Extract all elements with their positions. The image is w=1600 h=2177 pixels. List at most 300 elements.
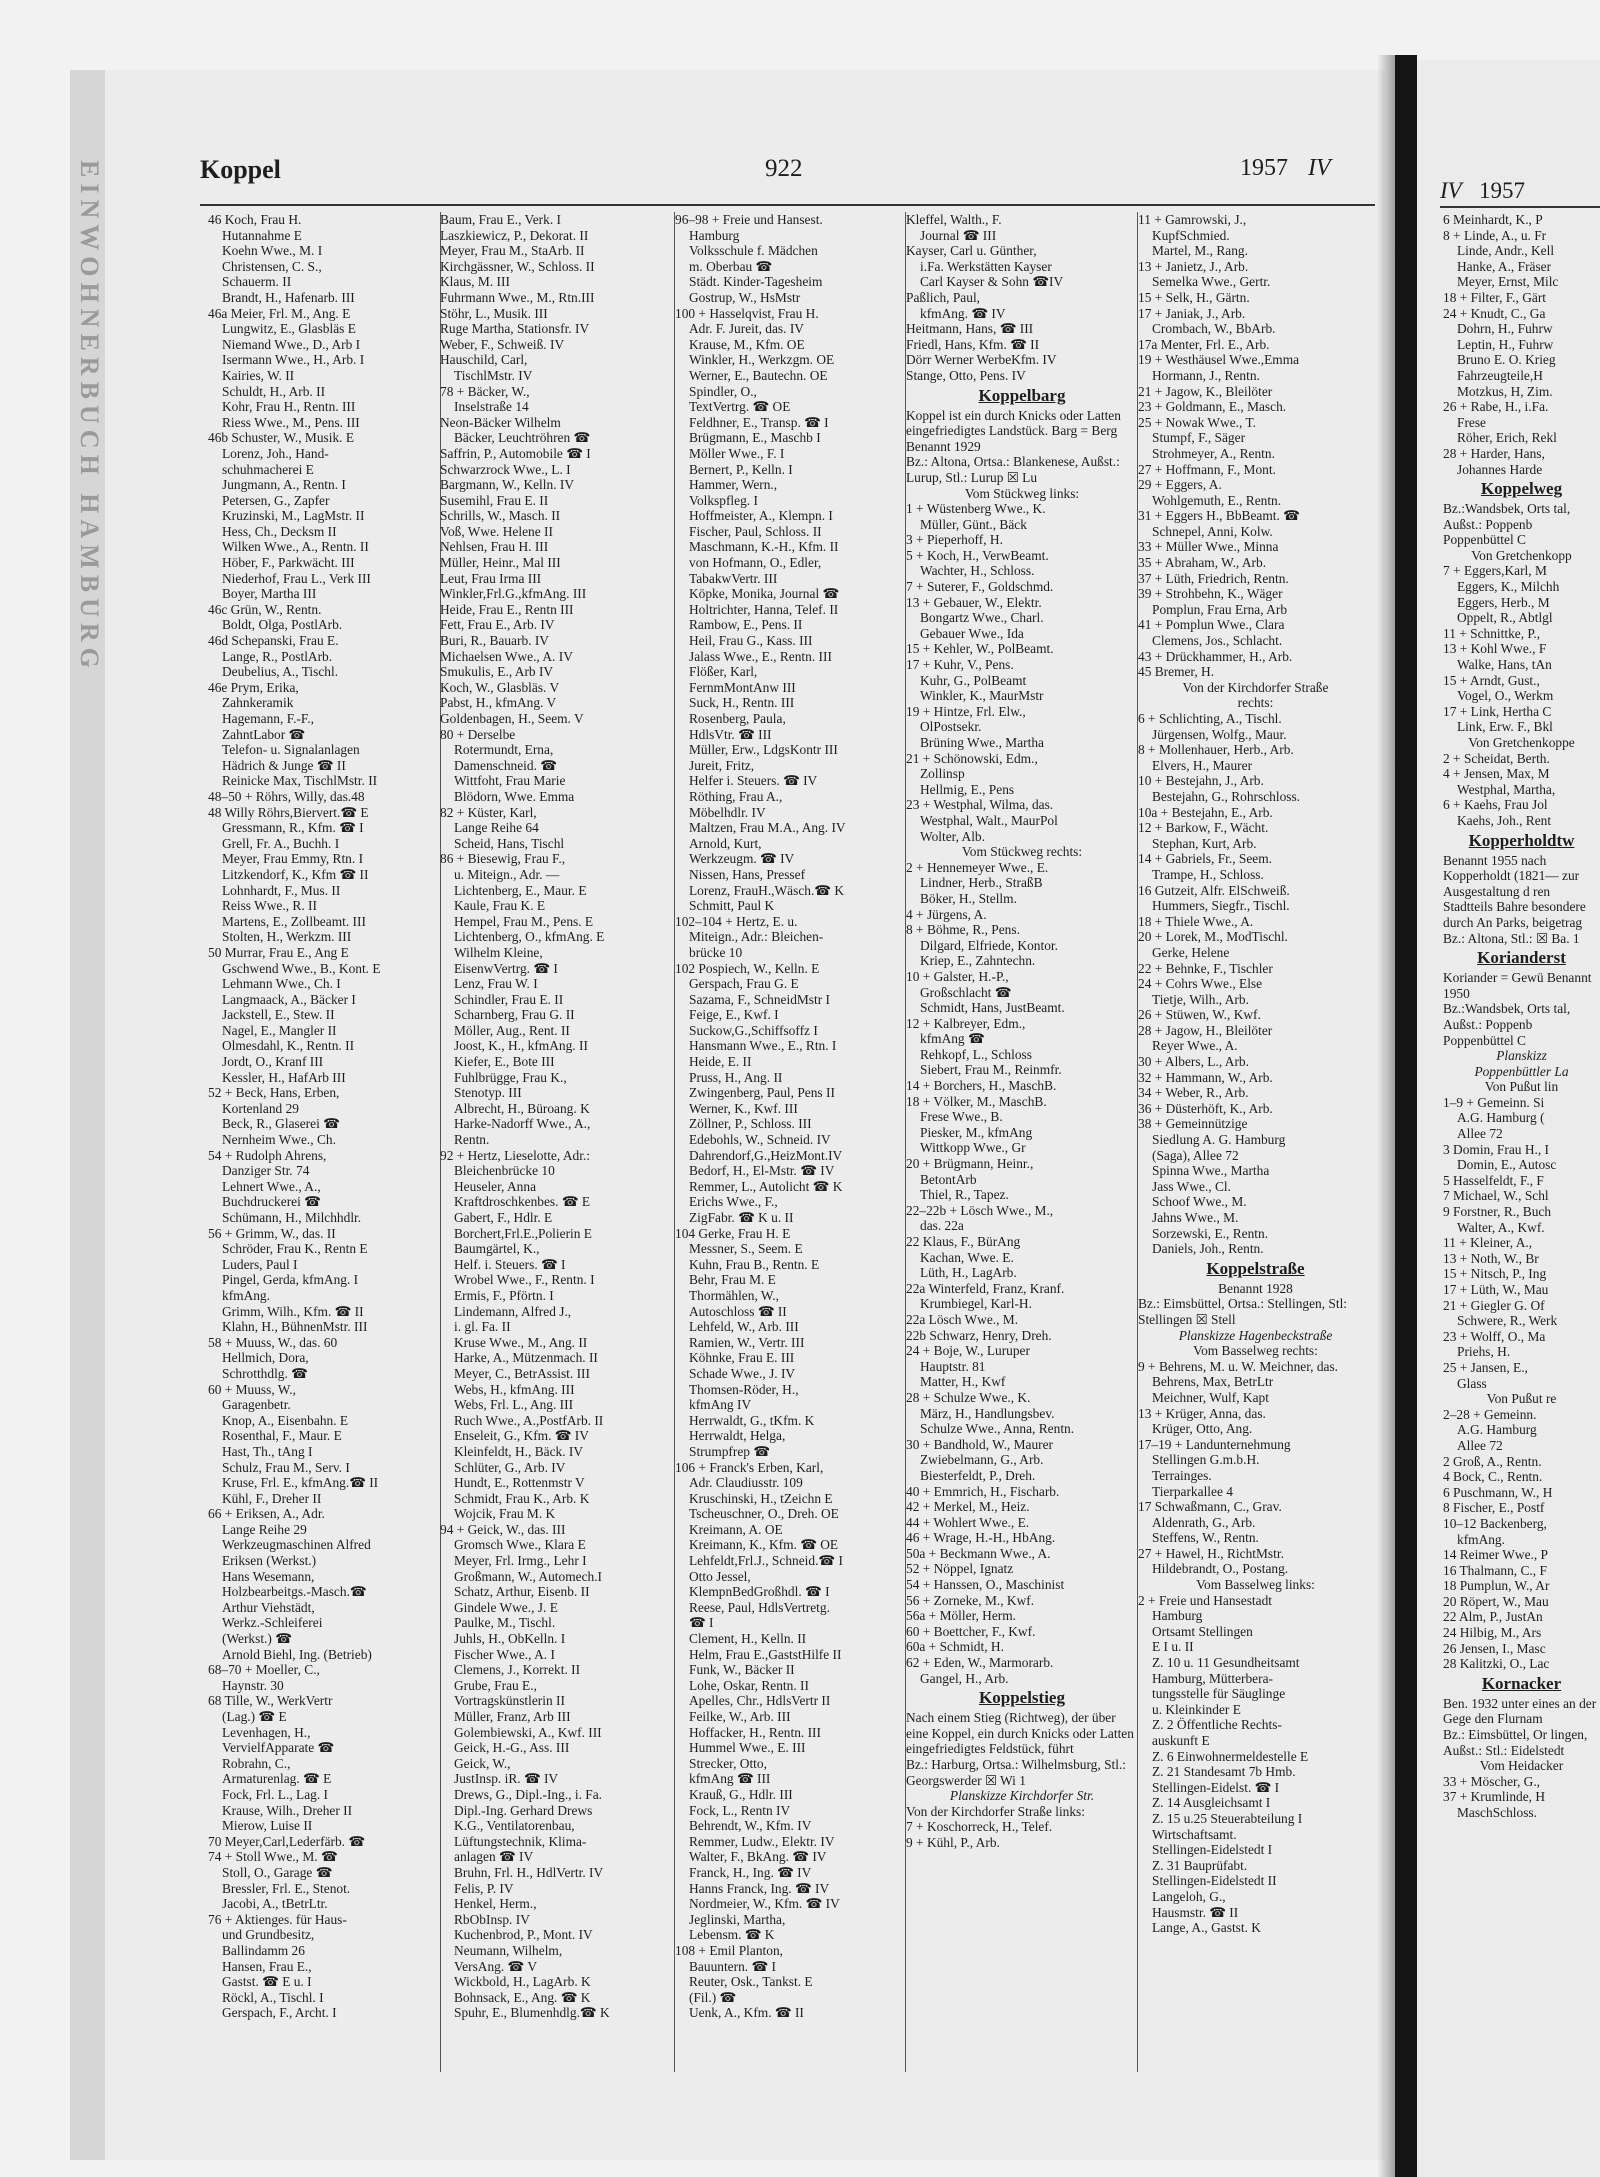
directory-entry: Miteign., Adr.: Bleichen- bbox=[689, 929, 824, 945]
directory-column-3 bbox=[675, 212, 907, 2162]
directory-entry: Lungwitz, E., Glasbläs E bbox=[222, 321, 356, 337]
directory-entry: 96–98 + Freie und Hansest. bbox=[675, 212, 823, 227]
directory-entry: Gabert, F., Hdlr. E bbox=[454, 1210, 553, 1225]
directory-entry: 8 + Linde, A., u. Fr bbox=[1443, 227, 1547, 243]
directory-entry: 18 + Thiele Wwe., A. bbox=[1138, 913, 1254, 929]
street-section-heading: Koppelweg bbox=[1480, 479, 1563, 499]
directory-entry: 8 + Böhme, R., Pens. bbox=[906, 922, 1020, 938]
directory-entry: Borchert,Frl.E.,Polierin E bbox=[454, 1225, 592, 1241]
directory-entry: Lehfeldt,Frl.J., Schneid.☎ I bbox=[689, 1553, 843, 1569]
directory-entry: Frese bbox=[1457, 414, 1487, 430]
directory-entry: m. Oberbau ☎ bbox=[689, 258, 773, 274]
directory-entry: Matter, H., Kwf bbox=[920, 1374, 1006, 1390]
directory-entry: Goldenbagen, H., Seem. V bbox=[440, 711, 584, 726]
directory-entry: Lindner, Herb., StraßB bbox=[920, 875, 1043, 891]
directory-entry: 11 + Schnittke, P., bbox=[1443, 625, 1541, 641]
directory-entry: Heil, Frau G., Kass. III bbox=[689, 633, 813, 649]
directory-entry: Schnepel, Anni, Kolw. bbox=[1152, 523, 1273, 539]
directory-entry: 50 Murrar, Frau E., Ang E bbox=[208, 944, 349, 960]
directory-entry: ☎ I bbox=[689, 1615, 714, 1631]
directory-entry: Hansmann Wwe., E., Rtn. I bbox=[689, 1038, 837, 1054]
directory-entry: 52 + Nöppel, Ignatz bbox=[906, 1561, 1014, 1577]
directory-entry: 13 + Gebauer, W., Elektr. bbox=[906, 594, 1042, 610]
directory-entry: Fock, Frl. L., Lag. I bbox=[222, 1786, 328, 1802]
directory-entry: 56 + Zorneke, M., Kwf. bbox=[906, 1592, 1035, 1608]
directory-entry: Lange, R., PostlArb. bbox=[222, 648, 333, 664]
directory-entry: 3 Domin, Frau H., I bbox=[1443, 1141, 1550, 1157]
directory-entry: 24 + Knudt, C., Ga bbox=[1443, 305, 1546, 321]
directory-entry: Bäcker, Leuchtröhren ☎ bbox=[454, 430, 591, 446]
directory-entry: 4 + Jensen, Max, M bbox=[1443, 766, 1550, 782]
street-description: Nach einem Stieg (Richtweg), der über eine Koppel, ein durch Knicks oder Latten eingefriedigtes Feldstück, führt bbox=[906, 1710, 1134, 1757]
directory-entry: Arnold, Kurt, bbox=[689, 835, 762, 851]
directory-entry: Hempel, Frau M., Pens. E bbox=[454, 913, 594, 929]
directory-entry: Niederhof, Frau L., Verk III bbox=[222, 570, 371, 586]
directory-entry: Müller, Erw., LdgsKontr III bbox=[689, 742, 838, 758]
directory-entry: 6 + Kaehs, Frau Jol bbox=[1443, 797, 1548, 813]
directory-entry: 8 + Mollenhauer, Herb., Arb. bbox=[1138, 742, 1294, 758]
directory-entry: Maschmann, K.-H., Kfm. II bbox=[689, 539, 839, 555]
directory-entry: Schrotthdlg. ☎ bbox=[222, 1365, 308, 1381]
directory-entry: Wojcik, Frau M. K bbox=[454, 1506, 556, 1522]
directory-entry: 54 + Rudolph Ahrens, bbox=[208, 1147, 327, 1163]
directory-entry: Stellingen G.m.b.H. bbox=[1152, 1452, 1260, 1468]
directory-entry: 12 + Kalbreyer, Edm., bbox=[906, 1015, 1026, 1031]
directory-entry: Eggers, Herb., M bbox=[1457, 594, 1550, 610]
directory-entry: Z. 6 Einwohnermeldestelle E bbox=[1152, 1748, 1309, 1764]
directory-entry: 10a + Bestejahn, E., Arb. bbox=[1138, 804, 1273, 820]
directory-entry: Sorzewski, E., Rentn. bbox=[1152, 1225, 1269, 1241]
directory-entry: Schwere, R., Werk bbox=[1457, 1313, 1558, 1329]
directory-entry: Suckow,G.,Schiffsoffz I bbox=[689, 1022, 818, 1038]
directory-entry: 106 + Franck's Erben, Karl, bbox=[675, 1459, 824, 1475]
directory-entry: Gromsch Wwe., Klara E bbox=[454, 1537, 586, 1553]
directory-entry: Werkzeugm. ☎ IV bbox=[689, 851, 795, 867]
directory-entry: Frese Wwe., B. bbox=[920, 1109, 1003, 1125]
directory-entry: 39 + Strohbehn, K., Wäger bbox=[1138, 586, 1283, 602]
directory-entry: Arthur Viehstädt, bbox=[222, 1599, 315, 1615]
directory-entry: Schröder, Frau K., Rentn E bbox=[222, 1241, 368, 1257]
directory-entry: 60a + Schmidt, H. bbox=[906, 1639, 1004, 1655]
directory-entry: 102–104 + Hertz, E. u. bbox=[675, 913, 798, 929]
directory-entry: KlempnBedGroßhdl. ☎ I bbox=[689, 1584, 830, 1600]
directory-entry: Langeloh, G., bbox=[1152, 1888, 1226, 1904]
directory-entry: 58 + Muuss, W., das. 60 bbox=[208, 1334, 338, 1350]
directory-entry: Vogel, O., Werkm bbox=[1457, 688, 1554, 704]
directory-entry: 15 + Kehler, W., PolBeamt. bbox=[906, 641, 1054, 657]
right-year-label: 1957 bbox=[1478, 178, 1525, 203]
directory-entry: kfmAng. ☎ IV bbox=[920, 305, 1006, 321]
directory-entry: Lehfeld, W., Arb. III bbox=[689, 1319, 799, 1335]
directory-entry: 11 + Gamrowski, J., bbox=[1138, 212, 1247, 227]
directory-entry: Behr, Frau M. E bbox=[689, 1272, 776, 1288]
directory-entry: kfmAng ☎ III bbox=[689, 1771, 771, 1787]
directory-entry: 5 + Koch, H., VerwBeamt. bbox=[906, 547, 1049, 563]
directory-entry: Bruhn, Frl. H., HdlVertr. IV bbox=[454, 1864, 604, 1880]
directory-entry: Schmitt, Paul K bbox=[689, 898, 775, 914]
directory-entry: Lorenz, Joh., Hand- bbox=[222, 445, 329, 461]
directory-entry: Möller, Aug., Rent. II bbox=[454, 1022, 570, 1038]
directory-entry: Motzkus, H, Zim. bbox=[1457, 383, 1553, 399]
directory-entry: tungsstelle für Säuglinge bbox=[1152, 1686, 1286, 1702]
directory-entry: 23 + Westphal, Wilma, das. bbox=[906, 797, 1054, 813]
directory-entry: Kirchgässner, W., Schloss. II bbox=[440, 258, 595, 274]
directory-entry: Hildebrandt, O., Postang. bbox=[1152, 1561, 1289, 1577]
directory-entry: 23 + Goldmann, E., Masch. bbox=[1138, 399, 1287, 415]
directory-entry: Volksschule f. Mädchen bbox=[689, 243, 818, 259]
directory-entry: 7 + Eggers,Karl, M bbox=[1443, 563, 1547, 579]
directory-entry: 2 + Scheidat, Berth. bbox=[1443, 750, 1550, 766]
directory-entry: VersAng. ☎ V bbox=[454, 1958, 538, 1974]
directory-entry: Jureit, Fritz, bbox=[689, 757, 755, 773]
directory-entry: ZahntLabor ☎ bbox=[222, 726, 306, 742]
directory-entry: Kreimann, A. OE bbox=[689, 1521, 783, 1537]
directory-entry: 22 Klaus, F., BürAng bbox=[906, 1234, 1021, 1249]
volume-label: IV bbox=[1308, 155, 1331, 181]
directory-entry: Großmann, W., Automech.I bbox=[454, 1568, 603, 1584]
directory-entry: Allee 72 bbox=[1457, 1437, 1503, 1453]
directory-entry: Gostrup, W., HsMstr bbox=[689, 289, 801, 305]
directory-entry: EisenwVertrg. ☎ I bbox=[454, 960, 558, 976]
directory-entry: Bargmann, W., Kelln. IV bbox=[440, 477, 575, 493]
directory-entry: Daniels, Joh., Rentn. bbox=[1152, 1241, 1264, 1257]
directory-entry: 25 + Nowak Wwe., T. bbox=[1138, 414, 1257, 430]
directory-entry: Reyer Wwe., A. bbox=[1152, 1038, 1238, 1054]
directory-entry: Oppelt, R., Abtlgl bbox=[1457, 610, 1553, 626]
directory-entry: Kohr, Frau H., Rentn. III bbox=[222, 399, 356, 415]
directory-entry: Franck, H., Ing. ☎ IV bbox=[689, 1864, 812, 1880]
side-caption: Von Pußut re bbox=[1486, 1391, 1557, 1407]
directory-entry: Lindemann, Alfred J., bbox=[454, 1303, 572, 1319]
directory-entry: Remmer, Ludw., Elektr. IV bbox=[689, 1833, 835, 1849]
directory-entry: Kiefer, E., Bote III bbox=[454, 1054, 555, 1070]
directory-entry: Winkler, K., MaurMstr bbox=[920, 688, 1044, 704]
directory-entry: 24 + Boje, W., Luruper bbox=[906, 1343, 1030, 1359]
directory-entry: Hanns Franck, Ing. ☎ IV bbox=[689, 1880, 830, 1896]
directory-entry: Jürgensen, Wolfg., Maur. bbox=[1152, 726, 1287, 742]
directory-entry: Otto Jessel, bbox=[689, 1568, 751, 1584]
directory-entry: Gerspach, F., Archt. I bbox=[222, 2005, 337, 2021]
directory-entry: Lehnert Wwe., A., bbox=[222, 1178, 321, 1194]
directory-entry: Werner, K., Kwf. III bbox=[689, 1100, 798, 1116]
street-section-heading: Koppelstieg bbox=[979, 1688, 1065, 1708]
directory-entry: Messner, S., Seem. E bbox=[689, 1241, 803, 1257]
directory-entry: Z. 14 Ausgleichsamt I bbox=[1152, 1795, 1271, 1811]
directory-entry: (Lag.) ☎ E bbox=[222, 1709, 287, 1724]
directory-entry: Elvers, H., Maurer bbox=[1152, 757, 1253, 773]
directory-entry: Harke-Nadorff Wwe., A., bbox=[454, 1116, 591, 1132]
directory-entry: 1–9 + Gemeinn. Si bbox=[1443, 1094, 1545, 1110]
directory-entry: 1 + Wüstenberg Wwe., K. bbox=[906, 501, 1046, 517]
directory-entry: Lehmann Wwe., Ch. I bbox=[222, 976, 341, 992]
directory-entry: Helm, Frau E.,GaststHilfe II bbox=[689, 1646, 842, 1662]
directory-entry: 70 Meyer,Carl,Lederfärb. ☎ bbox=[208, 1833, 366, 1849]
directory-entry: Journal ☎ III bbox=[920, 227, 997, 243]
directory-entry: Krüger, Otto, Ang. bbox=[1152, 1421, 1253, 1437]
directory-entry: 35 + Abraham, W., Arb. bbox=[1138, 555, 1267, 571]
directory-entry: Koehn Wwe., M. I bbox=[222, 243, 323, 259]
directory-entry: Stöhr, L., Musik. III bbox=[440, 305, 548, 321]
directory-entry: Heitmann, Hans, ☎ III bbox=[906, 321, 1034, 337]
directory-entry: 18 + Völker, M., MaschB. bbox=[906, 1093, 1047, 1109]
directory-entry: 10 + Bestejahn, J., Arb. bbox=[1138, 773, 1264, 789]
directory-entry: Fischer, Paul, Schloss. II bbox=[689, 523, 822, 539]
directory-entry: 18 Pumplun, W., Ar bbox=[1443, 1578, 1550, 1594]
directory-entry: Schauerm. II bbox=[222, 274, 292, 290]
directory-entry: Eggers, K., Milchh bbox=[1457, 579, 1560, 595]
directory-entry: Meyer, Frau Emmy, Rtn. I bbox=[222, 851, 364, 867]
street-description: Bz.:Wandsbek, Orts tal, Außst.: Poppenb Poppenbüttel C bbox=[1443, 501, 1571, 548]
directory-entry: Schlüter, G., Arb. IV bbox=[454, 1459, 566, 1475]
directory-entry: Jacobi, A., tBetrLtr. bbox=[222, 1896, 328, 1912]
directory-entry: Clement, H., Kelln. II bbox=[689, 1631, 807, 1647]
directory-entry: Lenz, Frau W. I bbox=[454, 976, 538, 992]
directory-entry: Buchdruckerei ☎ bbox=[222, 1194, 321, 1210]
directory-entry: Maltzen, Frau M.A., Ang. IV bbox=[689, 820, 846, 836]
directory-entry: 86 + Biesewig, Frau F., bbox=[440, 851, 566, 867]
directory-entry: Strecker, Otto, bbox=[689, 1755, 767, 1771]
directory-entry: Pomplun, Frau Erna, Arb bbox=[1152, 601, 1288, 617]
directory-entry: Erichs Wwe., F., bbox=[689, 1194, 778, 1210]
directory-entry: Feige, E., Kwf. I bbox=[689, 1007, 779, 1023]
directory-entry: 44 + Wohlert Wwe., E. bbox=[906, 1514, 1030, 1530]
directory-entry: Helfer i. Steuers. ☎ IV bbox=[689, 773, 818, 789]
directory-entry: Joost, K., H., kfmAng. II bbox=[454, 1038, 588, 1054]
directory-entry: Enseleit, G., Kfm. ☎ IV bbox=[454, 1428, 589, 1444]
directory-entry: Baumgärtel, K., bbox=[454, 1241, 540, 1257]
directory-entry: Krumbiegel, Karl-H. bbox=[920, 1296, 1032, 1312]
directory-entry: 24 + Cohrs Wwe., Else bbox=[1138, 976, 1263, 992]
directory-entry: 46e Prym, Erika, bbox=[208, 679, 299, 695]
directory-entry: 48 Willy Röhrs,Biervert.☎ E bbox=[208, 804, 369, 820]
directory-entry: Leptin, H., Fuhrw bbox=[1457, 336, 1554, 352]
plan-sketch-note: Planskizze Hagenbeckstraße bbox=[1178, 1327, 1333, 1343]
directory-entry: 17 + Lüth, W., Mau bbox=[1443, 1282, 1549, 1297]
directory-entry: Großschlacht ☎ bbox=[920, 984, 1012, 1000]
directory-entry: Fuhrmann Wwe., M., Rtn.III bbox=[440, 289, 595, 305]
directory-entry: Schulz, Frau M., Serv. I bbox=[222, 1459, 350, 1475]
directory-entry: Harke, A., Mützenmach. II bbox=[454, 1350, 598, 1366]
directory-entry: Schrills, W., Masch. II bbox=[440, 508, 561, 524]
directory-entry: Hoffacker, H., Rentn. III bbox=[689, 1724, 821, 1740]
directory-entry: Hellmich, Dora, bbox=[222, 1350, 309, 1366]
directory-entry: Geick, H.-G., Ass. III bbox=[454, 1740, 570, 1756]
directory-entry: Meyer, Frau M., StaArb. II bbox=[440, 243, 585, 259]
directory-entry: Webs, Frl. L., Ang. III bbox=[454, 1397, 574, 1413]
directory-entry: Spinna Wwe., Martha bbox=[1152, 1163, 1270, 1179]
directory-entry: Hausmstr. ☎ II bbox=[1152, 1904, 1239, 1920]
directory-entry: 78 + Bäcker, W., bbox=[440, 383, 530, 399]
directory-entry: Neumann, Wilhelm, bbox=[454, 1942, 563, 1958]
directory-entry: Leut, Frau Irma III bbox=[440, 570, 542, 586]
directory-entry: Krauß, G., Hdlr. III bbox=[689, 1786, 793, 1802]
directory-entry: Kriep, E., Zahntechn. bbox=[920, 953, 1036, 969]
directory-entry: Walke, Hans, tAn bbox=[1457, 657, 1552, 673]
directory-entry: Hess, Ch., Decksm II bbox=[222, 523, 337, 539]
directory-entry: Ballindamm 26 bbox=[222, 1942, 305, 1958]
directory-entry: (Werkst.) ☎ bbox=[222, 1631, 292, 1647]
directory-entry: kfmAng. bbox=[1457, 1531, 1505, 1547]
directory-entry: Juhls, H., ObKelln. I bbox=[454, 1631, 566, 1647]
directory-entry: Susemihl, Frau E. II bbox=[440, 492, 549, 508]
directory-entry: 6 Puschmann, W., H bbox=[1443, 1484, 1553, 1500]
directory-entry: Arnold Biehl, Ing. (Betrieb) bbox=[222, 1646, 372, 1662]
directory-entry: Lange, A., Gastst. K bbox=[1152, 1920, 1261, 1936]
directory-entry: Kessler, H., HafArb III bbox=[222, 1069, 346, 1085]
directory-entry: Inselstraße 14 bbox=[454, 399, 529, 415]
directory-entry: 7 + Suterer, F., Goldschmd. bbox=[906, 579, 1054, 595]
directory-entry: Schoof Wwe., M. bbox=[1152, 1194, 1247, 1210]
directory-entry: K.G., Ventilatorenbau, bbox=[454, 1818, 575, 1834]
directory-entry: Paulke, M., Tischl. bbox=[454, 1615, 556, 1631]
directory-entry: Tierparkallee 4 bbox=[1152, 1483, 1233, 1499]
directory-entry: Zahnkeramik bbox=[222, 695, 294, 711]
directory-entry: Robrahn, C., bbox=[222, 1755, 291, 1771]
directory-entry: ZigFabr. ☎ K u. II bbox=[689, 1210, 794, 1225]
directory-entry: Isermann Wwe., H., Arb. I bbox=[222, 352, 365, 368]
directory-entry: 74 + Stoll Wwe., M. ☎ bbox=[208, 1849, 338, 1865]
directory-entry: Scheid, Hans, Tischl bbox=[454, 835, 565, 851]
left-margin-strip bbox=[70, 70, 105, 2160]
directory-entry: Behrendt, W., Kfm. IV bbox=[689, 1818, 812, 1834]
directory-entry: 31 + Eggers H., BbBeamt. ☎ bbox=[1138, 508, 1300, 524]
directory-entry: Spuhr, E., Blumenhdlg.☎ K bbox=[454, 2005, 610, 2021]
directory-entry: Link, Erw. F., Bkl bbox=[1457, 719, 1553, 735]
street-heading: Koppel bbox=[200, 155, 281, 184]
directory-entry: 60 + Muuss, W., bbox=[208, 1381, 296, 1397]
directory-entry: Heuseler, Anna bbox=[454, 1178, 537, 1194]
directory-entry: Möbelhdlr. IV bbox=[689, 804, 766, 820]
directory-entry: 22 Alm, P., JustAn bbox=[1443, 1609, 1543, 1625]
directory-entry: (Saga), Allee 72 bbox=[1152, 1147, 1239, 1163]
directory-entry: Thormählen, W., bbox=[689, 1287, 779, 1303]
directory-entry: 46 + Wrage, H.-H., HbAng. bbox=[906, 1530, 1056, 1546]
directory-entry: Mierow, Luise II bbox=[222, 1818, 313, 1834]
directory-entry: Suck, H., Rentn. III bbox=[689, 695, 795, 711]
directory-entry: Trampe, H., Schloss. bbox=[1152, 866, 1264, 882]
directory-entry: Wrobel Wwe., F., Rentn. I bbox=[454, 1272, 595, 1288]
directory-entry: Schulze Wwe., Anna, Rentn. bbox=[920, 1421, 1075, 1437]
directory-entry: Kleinfeldt, H., Bäck. IV bbox=[454, 1443, 584, 1459]
directory-entry: Albrecht, H., Büroang. K bbox=[454, 1100, 590, 1116]
directory-entry: Olmesdahl, K., Rentn. II bbox=[222, 1038, 355, 1054]
directory-entry: Dipl.-Ing. Gerhard Drews bbox=[454, 1802, 593, 1818]
directory-entry: Strumpfrep ☎ bbox=[689, 1443, 771, 1459]
directory-entry: Dörr Werner WerbeKfm. IV bbox=[906, 352, 1057, 368]
directory-entry: 26 Jensen, I., Masc bbox=[1443, 1640, 1546, 1656]
directory-entry: Wilhelm Kleine, bbox=[454, 944, 543, 960]
directory-entry: Klahn, H., BühnenMstr. III bbox=[222, 1319, 368, 1335]
directory-entry: Allee 72 bbox=[1457, 1126, 1503, 1142]
directory-entry: Winkler,Frl.G.,kfmAng. III bbox=[440, 586, 587, 602]
directory-entry: Glass bbox=[1457, 1375, 1487, 1391]
directory-entry: 7 + Koschorreck, H., Telef. bbox=[906, 1819, 1053, 1835]
directory-entry: 16 Gutzeit, Alfr. ElSchweiß. bbox=[1138, 882, 1290, 898]
directory-entry: HdlsVtr. ☎ III bbox=[689, 726, 772, 742]
directory-entry: Wittfoht, Frau Marie bbox=[454, 773, 566, 789]
directory-entry: Thomsen-Röder, H., bbox=[689, 1381, 799, 1397]
directory-entry: Boyer, Martha III bbox=[222, 586, 317, 602]
directory-entry: 34 + Weber, R., Arb. bbox=[1138, 1085, 1249, 1101]
directory-entry: Grell, Fr. A., Buchh. I bbox=[222, 835, 340, 851]
directory-entry: 9 Forstner, R., Buch bbox=[1443, 1204, 1552, 1220]
directory-entry: 82 + Küster, Karl, bbox=[440, 804, 537, 820]
directory-entry: 33 + Möscher, G., bbox=[1443, 1773, 1541, 1789]
directory-entry: Autoschloss ☎ II bbox=[689, 1303, 787, 1319]
directory-entry: Lohe, Oskar, Rentn. II bbox=[689, 1677, 809, 1693]
side-caption: Vom Heidacker bbox=[1479, 1758, 1564, 1774]
street-section-heading: Kornacker bbox=[1481, 1673, 1562, 1693]
directory-entry: 17 Schwaßmann, C., Grav. bbox=[1138, 1499, 1282, 1515]
directory-entry: Köhnke, Frau E. III bbox=[689, 1350, 795, 1366]
directory-entry: 29 + Eggers, A. bbox=[1138, 477, 1222, 493]
directory-entry: (Fil.) ☎ bbox=[689, 1989, 737, 2005]
directory-entry: Hamburg bbox=[1152, 1608, 1203, 1624]
directory-entry: Strohmeyer, A., Rentn. bbox=[1152, 445, 1275, 461]
directory-entry: Bruno E. O. Krieg bbox=[1457, 352, 1556, 368]
directory-entry: Gebauer Wwe., Ida bbox=[920, 625, 1024, 641]
directory-entry: Reuter, Osk., Tankst. E bbox=[689, 1974, 813, 1990]
directory-entry: Zollinsp bbox=[920, 766, 965, 782]
directory-entry: Scharnberg, Frau G. II bbox=[454, 1007, 575, 1023]
directory-entry: Pingel, Gerda, kfmAng. I bbox=[222, 1272, 359, 1288]
directory-entry: Gschwend Wwe., B., Kont. E bbox=[222, 960, 381, 976]
directory-entry: 76 + Aktienges. für Haus- bbox=[208, 1911, 347, 1927]
directory-entry: Holzbearbeitgs.-Masch.☎ bbox=[222, 1584, 367, 1600]
directory-entry: Hamburg, Mütterbera- bbox=[1152, 1670, 1273, 1686]
directory-entry: 28 Kalitzki, O., Lac bbox=[1443, 1656, 1550, 1672]
directory-entry: 18 + Filter, F., Gärt bbox=[1443, 289, 1547, 305]
page-number: 922 bbox=[765, 155, 803, 182]
directory-entry: TextVertrg. ☎ OE bbox=[689, 399, 791, 415]
directory-entry: 3 + Pieperhoff, H. bbox=[906, 532, 1003, 548]
directory-entry: Stellingen-Eidelstedt II bbox=[1152, 1873, 1277, 1889]
directory-entry: Smukulis, E., Arb IV bbox=[440, 664, 554, 680]
directory-entry: Köpke, Monika, Journal ☎ bbox=[689, 586, 840, 602]
directory-entry: Funk, W., Bäcker II bbox=[689, 1662, 795, 1678]
directory-entry: Z. 21 Standesamt 7b Hmb. bbox=[1152, 1764, 1296, 1780]
directory-entry: Meyer, Frl. Irmg., Lehr I bbox=[454, 1553, 587, 1569]
street-description: Bz.: Altona, Stl.: ☒ Ba. 1 bbox=[1443, 930, 1580, 946]
directory-entry: Westphal, Walt., MaurPol bbox=[920, 812, 1058, 828]
directory-entry: Hoffmeister, A., Klempn. I bbox=[689, 508, 833, 524]
directory-entry: Gressmann, R., Kfm. ☎ I bbox=[222, 820, 364, 836]
directory-entry: 17 + Janiak, J., Arb. bbox=[1138, 305, 1246, 321]
directory-column-right-page bbox=[1443, 212, 1600, 2162]
directory-entry: 13 + Kohl Wwe., F bbox=[1443, 641, 1547, 657]
directory-entry: Beck, R., Glaserei ☎ bbox=[222, 1116, 340, 1132]
directory-entry: Piesker, M., kfmAng bbox=[920, 1124, 1033, 1140]
margin-vertical-text: EINWOHNERBUCH HAMBURG bbox=[75, 160, 104, 674]
directory-entry: 28 + Harder, Hans, bbox=[1443, 445, 1545, 461]
directory-entry: RbObInsp. IV bbox=[454, 1911, 530, 1927]
directory-entry: Walter, F., BkAng. ☎ IV bbox=[689, 1849, 827, 1865]
directory-entry: Sazama, F., SchneidMstr I bbox=[689, 991, 830, 1007]
directory-entry: Rehkopf, L., Schloss bbox=[920, 1046, 1032, 1062]
directory-entry: Fuhlbrügge, Frau K., bbox=[454, 1069, 567, 1085]
directory-entry: 102 Pospiech, W., Kelln. E bbox=[675, 960, 820, 976]
directory-entry: auskunft E bbox=[1152, 1733, 1210, 1748]
side-caption: Von Gretchenkopp bbox=[1471, 547, 1572, 563]
directory-entry: Nernheim Wwe., Ch. bbox=[222, 1132, 336, 1148]
directory-entry: Deubelius, A., Tischl. bbox=[222, 664, 339, 680]
directory-entry: Schatz, Arthur, Eisenb. II bbox=[454, 1584, 590, 1600]
directory-entry: Nagel, E., Mangler II bbox=[222, 1022, 337, 1038]
directory-entry: Heide, Frau E., Rentn III bbox=[440, 601, 574, 617]
directory-entry: 17–19 + Landunternehmung bbox=[1138, 1436, 1291, 1452]
street-description: Bz.: Altona, Ortsa.: Blankenese, Außst.: Lurup, Stl.: Lurup ☒ Lu bbox=[906, 454, 1120, 485]
directory-entry: Adr. Claudiusstr. 109 bbox=[689, 1475, 803, 1491]
